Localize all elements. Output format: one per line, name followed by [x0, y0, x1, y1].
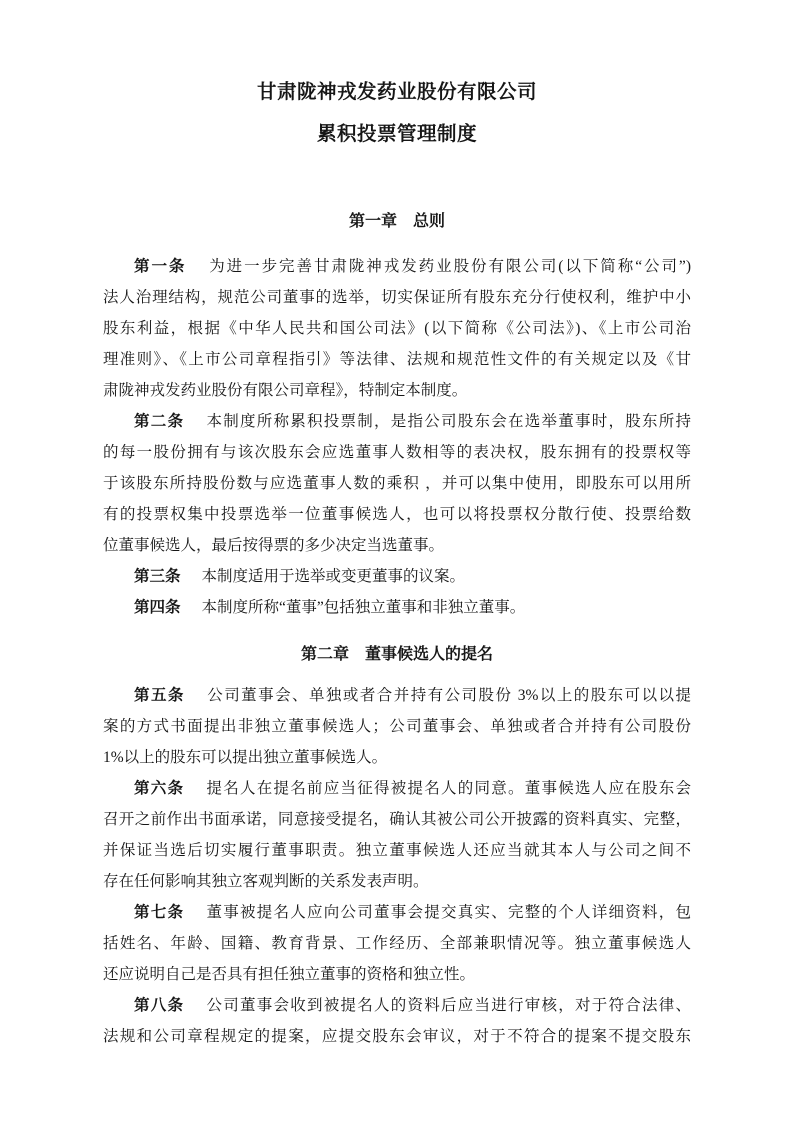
article-line: 1%以上的股东可以提出独立董事候选人。: [103, 749, 388, 766]
article-line: 第七条 董事被提名人应向公司董事会提交真实、完整的个人详细资料，包: [134, 904, 691, 921]
article-block: [103, 897, 691, 990]
article-number-label: 第八条: [134, 997, 185, 1014]
article-line: 括姓名、年龄、国籍、教育背景、工作经历、全部兼职情况等。独立董事候选人: [103, 935, 691, 952]
article-number-label: 第七条: [134, 904, 185, 921]
article-line: 第三条 本制度适用于选举或变更董事的议案。: [134, 568, 465, 585]
article-line: 召开之前作出书面承诺，同意接受提名，确认其被公司公开披露的资料真实、完整，: [103, 811, 691, 828]
article-line: 第一条 为进一步完善甘肃陇神戎发药业股份有限公司(以下简称“公司”): [134, 258, 691, 275]
article-block: [103, 561, 691, 592]
document-subtitle: 累积投票管理制度: [316, 124, 477, 145]
article-line: 并保证当选后切实履行董事职责。独立董事候选人还应当就其本人与公司之间不: [103, 842, 691, 859]
article-number-label: 第一条: [134, 258, 187, 275]
article-block: [103, 773, 691, 897]
article-line: 位董事候选人，最后按得票的多少决定当选董事。: [103, 537, 445, 554]
article-line: 法人治理结构，规范公司董事的选举，切实保证所有股东充分行使权利，维护中小: [103, 289, 691, 306]
article-block: [103, 592, 691, 623]
article-line: 于该股东所持股份数与应选董事人数的乘积 ，并可以集中使用，即股东可以用所: [103, 475, 691, 492]
chapter-heading: 第一章 总则: [348, 213, 445, 230]
article-block: [103, 406, 691, 561]
article-line: 第五条 公司董事会、单独或者合并持有公司股份 3%以上的股东可以以提: [134, 687, 691, 704]
article-block: [103, 680, 691, 773]
article-line: 法规和公司章程规定的提案，应提交股东会审议，对于不符合的提案不提交股东: [103, 1028, 691, 1045]
article-block: [103, 990, 691, 1052]
article-line: 肃陇神戎发药业股份有限公司章程》，特制定本制度。: [103, 382, 468, 399]
article-number-label: 第四条: [134, 599, 181, 616]
article-line: 的每一股份拥有与该次股东会应选董事人数相等的表决权，股东拥有的投票权等: [103, 444, 691, 461]
chapter-heading: 第二章 董事候选人的提名: [300, 646, 493, 663]
article-number-label: 第六条: [134, 780, 185, 797]
article-line: 第六条 提名人在提名前应当征得被提名人的同意。董事候选人应在股东会: [134, 780, 691, 797]
article-line: 有的投票权集中投票选举一位董事候选人，也可以将投票权分散行使、投票给数: [103, 506, 691, 523]
article-number-label: 第三条: [134, 568, 181, 585]
article-line: 存在任何影响其独立客观判断的关系发表声明。: [103, 873, 429, 890]
article-line: 第八条 公司董事会收到被提名人的资料后应当进行审核，对于符合法律、: [134, 997, 691, 1014]
article-line: 理准则》、《上市公司章程指引》等法律、法规和规范性文件的有关规定以及《甘: [103, 351, 691, 368]
article-block: [103, 251, 691, 406]
article-line: 案的方式书面提出非独立董事候选人；公司董事会、单独或者合并持有公司股份: [103, 718, 691, 735]
document-body: [103, 206, 691, 1052]
article-line: 还应说明自己是否具有担任独立董事的资格和独立性。: [103, 966, 476, 983]
document-title: 甘肃陇神戎发药业股份有限公司: [256, 82, 537, 103]
article-number-label: 第二条: [134, 413, 185, 430]
article-line: 第二条 本制度所称累积投票制，是指公司股东会在选举董事时，股东所持: [134, 413, 691, 430]
article-line: 第四条 本制度所称“董事”包括独立董事和非独立董事。: [134, 599, 526, 616]
article-number-label: 第五条: [134, 687, 185, 704]
article-line: 股东利益，根据《中华人民共和国公司法》(以下简称《公司法》)、《上市公司治: [103, 320, 691, 337]
